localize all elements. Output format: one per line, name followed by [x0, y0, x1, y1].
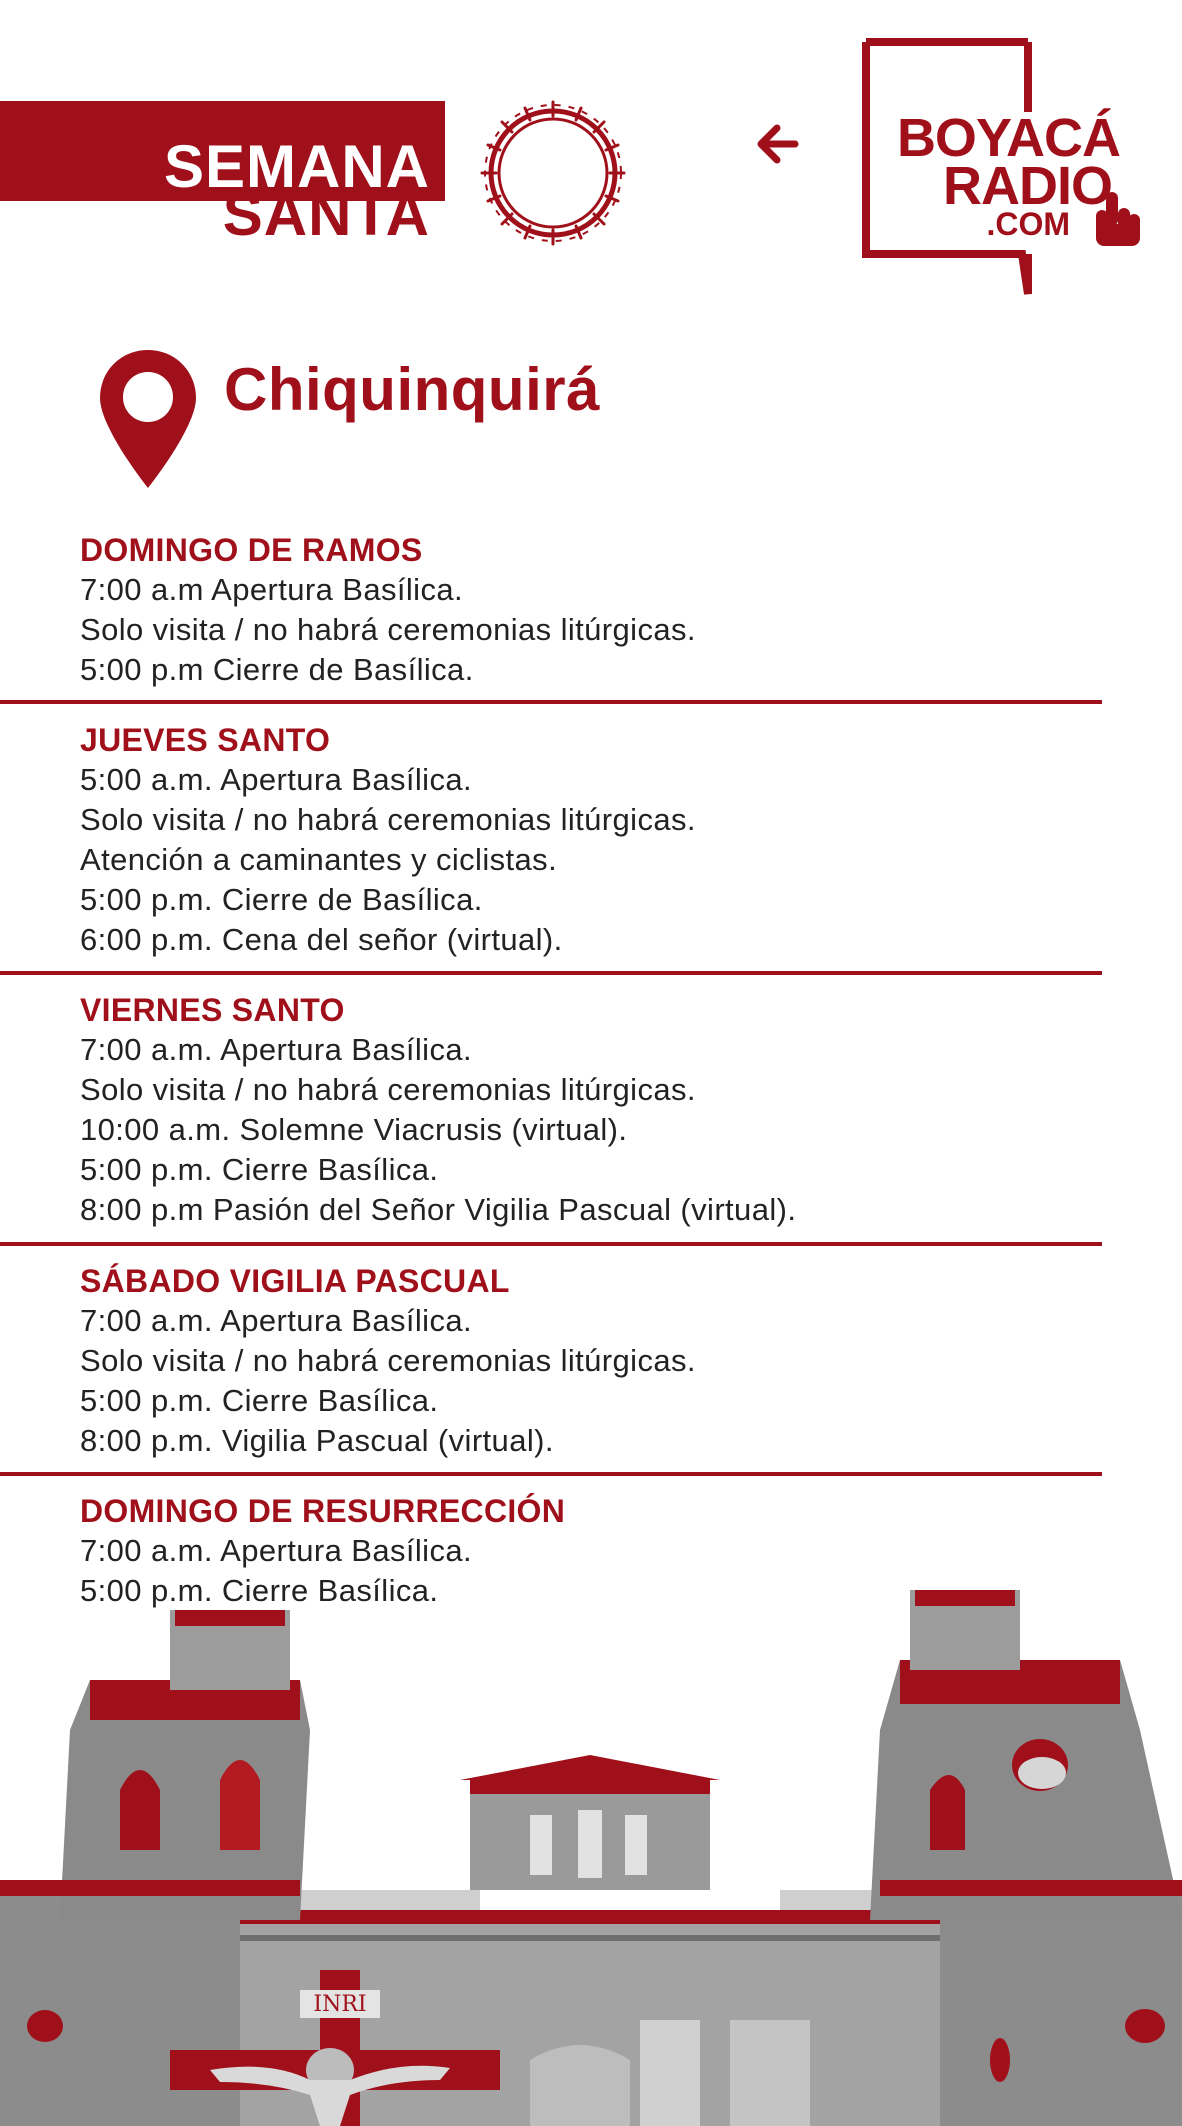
day-heading: SÁBADO VIGILIA PASCUAL — [80, 1263, 510, 1299]
section-divider — [0, 971, 1102, 975]
day-heading: DOMINGO DE RAMOS — [80, 532, 423, 568]
city-name: Chiquinquirá — [224, 356, 600, 423]
schedule-item: 8:00 p.m. Vigilia Pascual (virtual). — [80, 1423, 554, 1458]
day-section-viernes-santo — [0, 990, 1102, 1230]
day-heading: DOMINGO DE RESURRECCIÓN — [80, 1493, 566, 1529]
map-pin-icon — [100, 350, 196, 488]
schedule-item: 5:00 p.m. Cierre Basílica. — [80, 1573, 439, 1608]
schedule-item: 5:00 p.m. Cierre Basílica. — [80, 1152, 439, 1187]
schedule-item: 7:00 a.m. Apertura Basílica. — [80, 1533, 473, 1568]
schedule-item: 5:00 a.m. Apertura Basílica. — [80, 762, 473, 797]
day-section-jueves-santo — [0, 720, 1102, 960]
logo — [885, 108, 1120, 242]
schedule-item: 5:00 p.m. Cierre Basílica. — [80, 1383, 439, 1418]
day-heading: VIERNES SANTO — [80, 992, 345, 1028]
page-title — [90, 133, 430, 248]
schedule-item: 7:00 a.m. Apertura Basílica. — [80, 1032, 473, 1067]
schedule-item: Solo visita / no habrá ceremonias litúrgicas. — [80, 612, 696, 647]
day-heading: JUEVES SANTO — [80, 722, 331, 758]
schedule-item: 6:00 p.m. Cena del señor (virtual). — [80, 922, 563, 957]
day-section-domingo-ramos — [0, 530, 1102, 690]
crown-of-thorns-icon — [480, 100, 626, 246]
basilica-illustration — [0, 1590, 1182, 2126]
schedule-item: Solo visita / no habrá ceremonias litúrgicas. — [80, 1072, 696, 1107]
arrow-left-icon — [755, 124, 799, 164]
schedule-item: 7:00 a.m Apertura Basílica. — [80, 572, 463, 607]
section-divider — [0, 1242, 1102, 1246]
logo-line-2: RADIO — [943, 156, 1112, 216]
title-line-2: SANTA — [222, 181, 430, 248]
inri-sign: INRI — [313, 1992, 367, 2017]
schedule-item: Atención a caminantes y ciclistas. — [80, 842, 558, 877]
schedule-item: 10:00 a.m. Solemne Viacrusis (virtual). — [80, 1112, 628, 1147]
schedule-item: 5:00 p.m. Cierre de Basílica. — [80, 882, 483, 917]
schedule-item: 7:00 a.m. Apertura Basílica. — [80, 1303, 473, 1338]
schedule-item: 8:00 p.m Pasión del Señor Vigilia Pascual (virtual). — [80, 1192, 797, 1227]
section-divider — [0, 1472, 1102, 1476]
logo-line-1: BOYACÁ — [896, 108, 1120, 168]
section-divider — [0, 700, 1102, 704]
day-section-sabado-vigilia — [0, 1261, 1102, 1461]
schedule-item: Solo visita / no habrá ceremonias litúrgicas. — [80, 1343, 696, 1378]
title-line-1: SEMANA — [163, 133, 430, 200]
schedule-item: Solo visita / no habrá ceremonias litúrgicas. — [80, 802, 696, 837]
schedule-item: 5:00 p.m Cierre de Basílica. — [80, 652, 474, 687]
logo-line-3: .COM — [986, 206, 1070, 242]
